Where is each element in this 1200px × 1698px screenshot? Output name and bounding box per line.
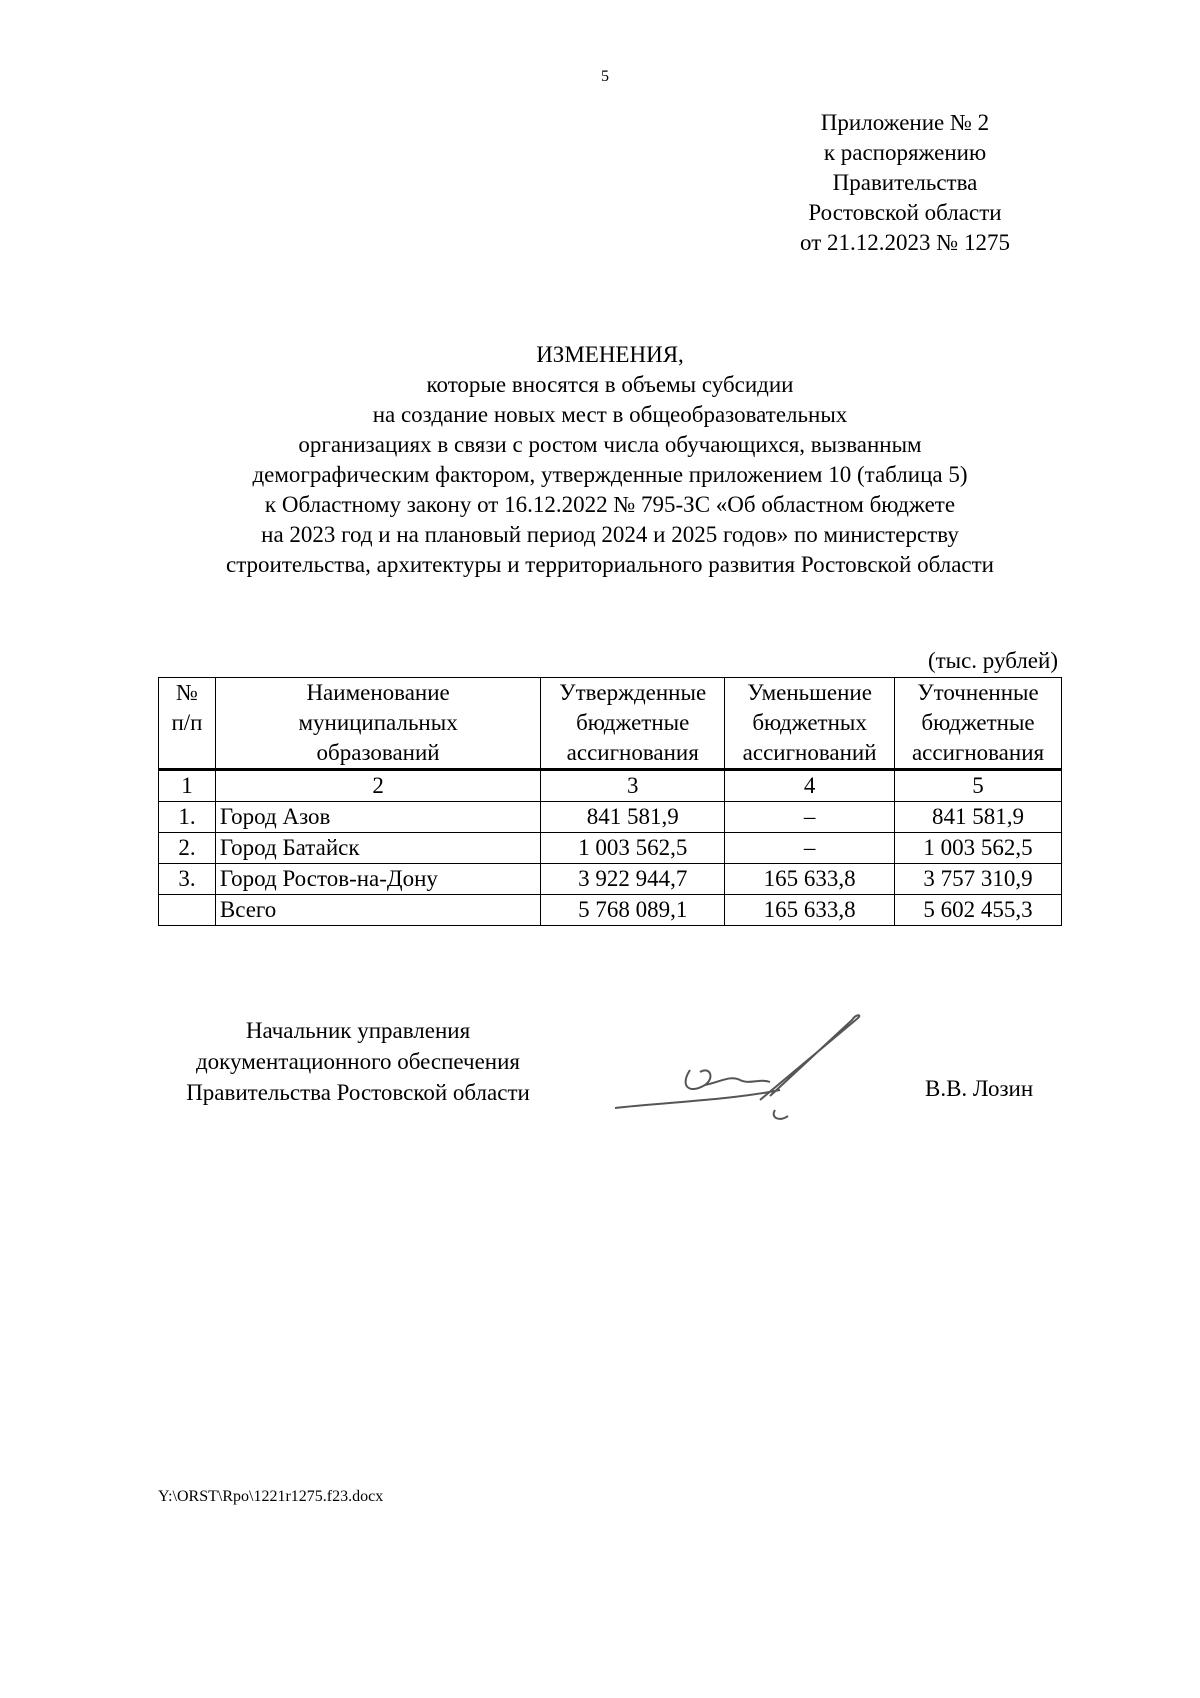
table-total-row [159,895,1062,926]
subtitle-line: на 2023 год и на плановый период 2024 и 2025 годов» по министерству [261,522,959,547]
municipality-name: Город Батайск [215,833,540,864]
row-number: 2. [159,833,216,864]
approved-value: 841 581,9 [541,802,725,833]
decrease-value: – [725,833,895,864]
units-label: (тыс. рублей) [927,648,1058,673]
table-row [159,802,1062,833]
handwritten-signature [610,1010,870,1130]
subsidy-table [158,677,1062,926]
header-revised: Уточненные бюджетные ассигнования [895,678,1062,770]
total-label: Всего [215,895,540,926]
row-number [159,895,216,926]
column-number: 5 [895,770,1062,802]
subtitle-line: организациях в связи с ростом числа обучающихся, вызванным [298,432,922,457]
table-row [159,833,1062,864]
revised-value: 841 581,9 [895,802,1062,833]
header-number: № п/п [159,678,216,770]
header-decrease: Уменьшение бюджетных ассигнований [725,678,895,770]
column-number-row [159,770,1062,802]
appendix-line: к распоряжению [823,140,987,165]
position-line: Начальник управления [245,1018,471,1043]
subtitle-line: к Областному закону от 16.12.2022 № 795-ЗС «Об областном бюджете [264,492,956,517]
position-line: документационного обеспечения [195,1049,520,1074]
appendix-line: Приложение № 2 [820,110,990,135]
appendix-line: от 21.12.2023 № 1275 [800,230,1010,255]
table-header-row [159,678,1062,770]
signatory-name: В.В. Лозин [925,1076,1034,1101]
subtitle-line: демографическим фактором, утвержденные приложением 10 (таблица 5) [252,462,968,487]
subtitle-line: которые вносятся в объемы субсидии [426,372,794,397]
column-number: 4 [725,770,895,802]
position-line: Правительства Ростовской области [186,1080,530,1105]
row-number: 3. [159,864,216,895]
header-municipality: Наименование муниципальных образований [215,678,540,770]
column-number: 3 [541,770,725,802]
page-number: 5 [601,68,609,85]
table-row [159,864,1062,895]
decrease-value: – [725,802,895,833]
appendix-header [760,108,1050,258]
footer-file-path: Y:\ORST\Rpo\1221r1275.f23.docx [158,1488,384,1505]
appendix-line: Ростовской области [808,200,1002,225]
header-approved: Утвержденные бюджетные ассигнования [541,678,725,770]
municipality-name: Город Ростов-на-Дону [215,864,540,895]
row-number: 1. [159,802,216,833]
column-number: 1 [159,770,216,802]
document-title: ИЗМЕНЕНИЯ, [536,342,684,367]
decrease-value: 165 633,8 [725,864,895,895]
revised-value: 1 003 562,5 [895,833,1062,864]
subtitle-line: строительства, архитектуры и территориального развития Ростовской области [226,552,994,577]
municipality-name: Город Азов [215,802,540,833]
approved-value: 1 003 562,5 [541,833,725,864]
revised-value: 3 757 310,9 [895,864,1062,895]
document-title-block [120,340,1100,580]
signatory-position [158,1015,558,1108]
column-number: 2 [215,770,540,802]
subtitle-line: на создание новых мест в общеобразовательных [372,402,848,427]
approved-total: 5 768 089,1 [541,895,725,926]
approved-value: 3 922 944,7 [541,864,725,895]
appendix-line: Правительства [832,170,978,195]
decrease-total: 165 633,8 [725,895,895,926]
revised-total: 5 602 455,3 [895,895,1062,926]
